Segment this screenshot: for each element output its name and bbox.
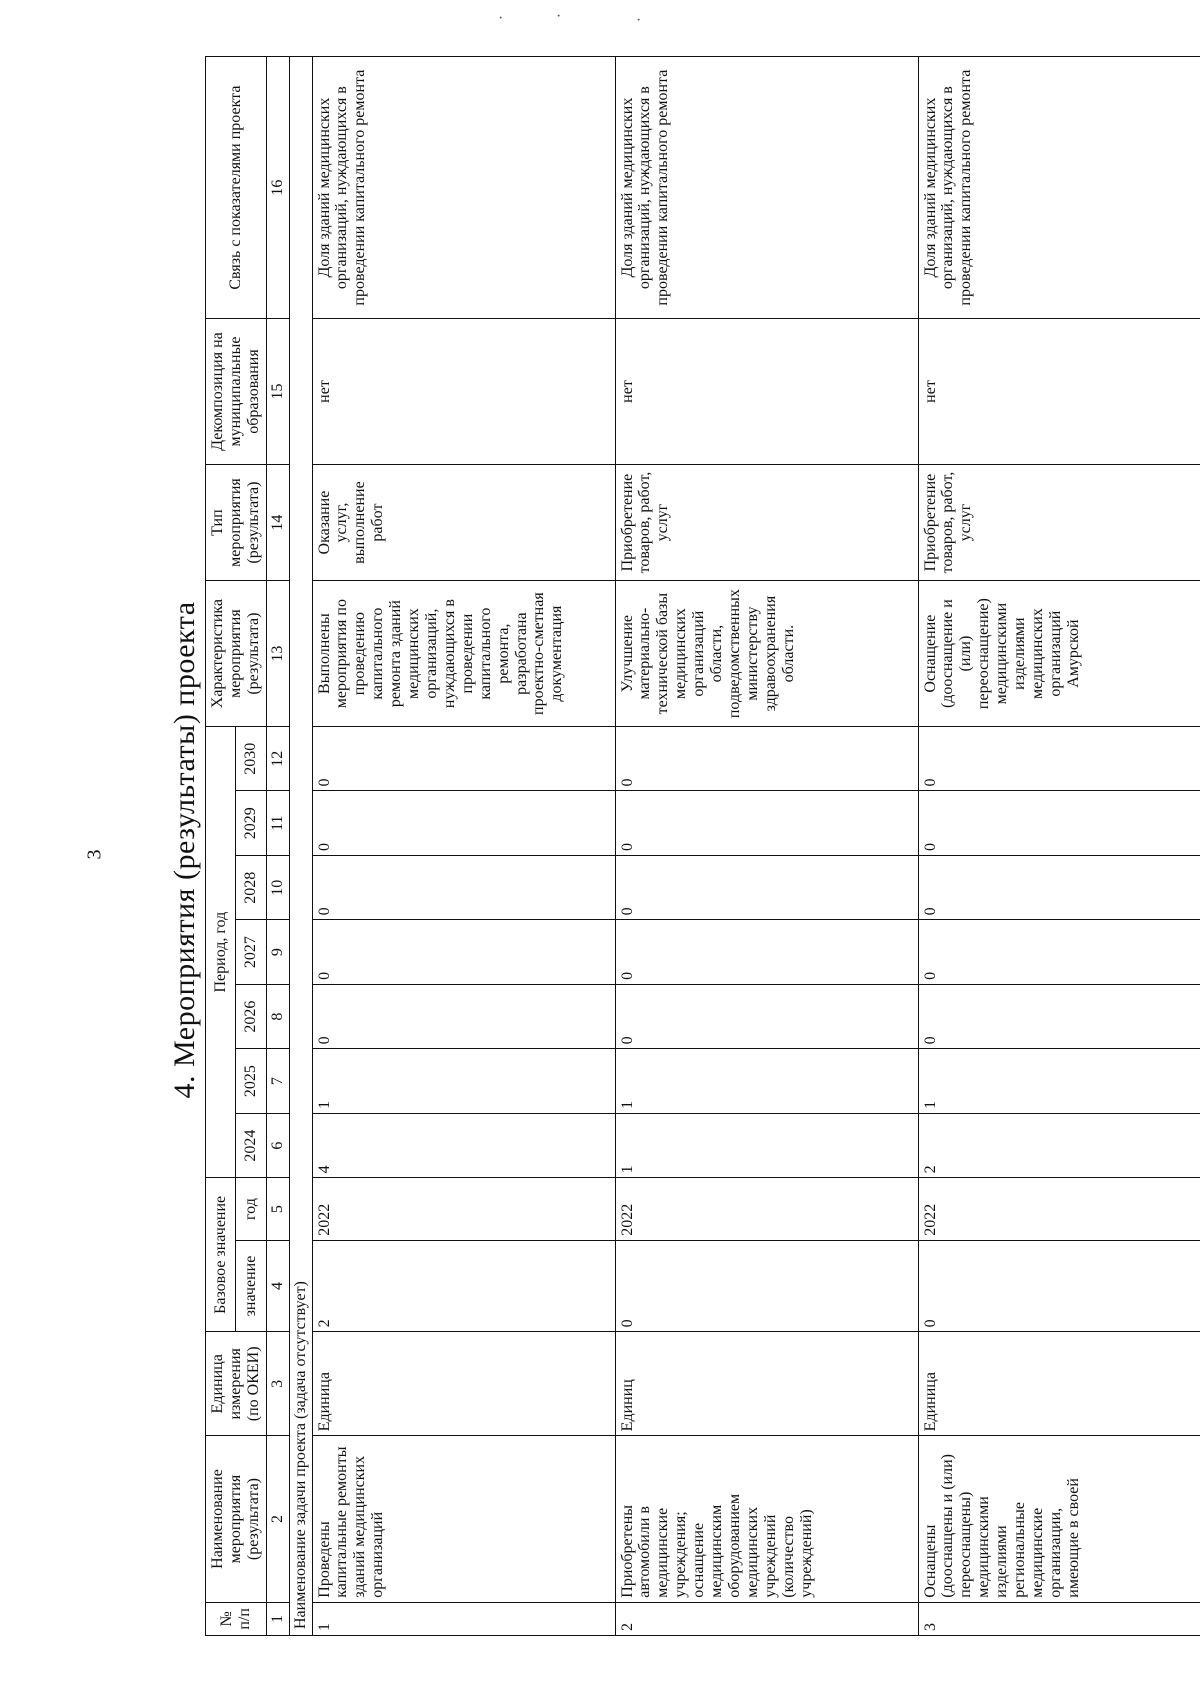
row-unit: Единица — [918, 1332, 1200, 1436]
header-base-value: значение — [236, 1240, 266, 1332]
row-characteristic: Улучшение материально-технической базы медицинских организаций области, подведомственных министерству здравоохранения области. — [615, 581, 918, 727]
row-value-2030: 0 — [918, 726, 1200, 791]
column-number: 9 — [266, 920, 289, 984]
row-value-2030: 0 — [312, 726, 615, 791]
scan-speck: · — [556, 8, 562, 25]
row-value-2026: 0 — [918, 984, 1200, 1048]
column-number: 6 — [266, 1113, 289, 1177]
header-type: Тип мероприятия (результата) — [206, 464, 267, 580]
row-name: Приобретены автомобили в медицинские учреждения; оснащение медицинским оборудованием медицинских учреждений (количество учреждений) — [615, 1436, 918, 1602]
header-year: 2030 — [236, 726, 266, 791]
row-value-2025: 1 — [615, 1049, 918, 1113]
scan-speck: · — [636, 12, 642, 29]
row-value-2024: 2 — [918, 1113, 1200, 1177]
row-unit: Единиц — [615, 1332, 918, 1436]
column-number: 5 — [266, 1178, 289, 1240]
column-number: 10 — [266, 855, 289, 919]
row-characteristic: Выполнены мероприятия по проведению капитального ремонта зданий медицинских организаций, нуждающихся в проведении капитального ремонта, разработана проектно-сметная документация — [312, 581, 615, 727]
row-base-value: 2 — [312, 1240, 615, 1332]
row-value-2025: 1 — [312, 1049, 615, 1113]
row-value-2028: 0 — [312, 855, 615, 919]
row-value-2024: 4 — [312, 1113, 615, 1177]
header-year: 2028 — [236, 855, 266, 919]
column-number: 7 — [266, 1049, 289, 1113]
header-unit: Единица измерения (по ОКЕИ) — [206, 1332, 267, 1436]
task-name: Наименование задачи проекта (задача отсутствует) — [289, 57, 312, 1636]
row-value-2029: 0 — [918, 791, 1200, 855]
table-row — [615, 57, 918, 1636]
row-value-2030: 0 — [615, 726, 918, 791]
column-number: 8 — [266, 984, 289, 1048]
row-base-value: 0 — [918, 1240, 1200, 1332]
column-number-row — [266, 57, 289, 1636]
row-value-2026: 0 — [312, 984, 615, 1048]
header-row — [206, 57, 236, 1636]
row-value-2028: 0 — [918, 855, 1200, 919]
task-row — [289, 57, 312, 1636]
header-period: Период, год — [206, 726, 236, 1177]
row-link: Доля зданий медицинских организаций, нуждающихся в проведении капитального ремонта — [312, 57, 615, 319]
row-base-year: 2022 — [312, 1178, 615, 1240]
page-number: 3 — [83, 849, 106, 860]
column-number: 3 — [266, 1332, 289, 1436]
header-year: 2029 — [236, 791, 266, 855]
column-number: 1 — [266, 1602, 289, 1635]
column-number: 14 — [266, 464, 289, 580]
table-row — [918, 57, 1200, 1636]
row-base-year: 2022 — [918, 1178, 1200, 1240]
header-year: 2025 — [236, 1049, 266, 1113]
header-year: 2026 — [236, 984, 266, 1048]
column-number: 15 — [266, 319, 289, 465]
row-value-2027: 0 — [918, 920, 1200, 984]
row-value-2027: 0 — [615, 920, 918, 984]
row-decomposition: нет — [312, 319, 615, 465]
row-link: Доля зданий медицинских организаций, нуждающихся в проведении капитального ремонта — [615, 57, 918, 319]
header-link: Связь с показателями проекта — [206, 57, 267, 319]
header-name: Наименование мероприятия (результата) — [206, 1436, 267, 1602]
column-number: 13 — [266, 581, 289, 727]
column-number: 16 — [266, 57, 289, 319]
row-decomposition: нет — [918, 319, 1200, 465]
header-year: 2027 — [236, 920, 266, 984]
table-row — [312, 57, 615, 1636]
row-decomposition: нет — [615, 319, 918, 465]
row-name: Оснащены (дооснащены и (или) переоснащены) медицинскими изделиями региональные медицинские организации, имеющие в своей — [918, 1436, 1200, 1602]
row-value-2029: 0 — [615, 791, 918, 855]
header-num: № п/п — [206, 1602, 267, 1635]
column-number: 11 — [266, 791, 289, 855]
header-year: 2024 — [236, 1113, 266, 1177]
row-value-2025: 1 — [918, 1049, 1200, 1113]
row-value-2029: 0 — [312, 791, 615, 855]
column-number: 4 — [266, 1240, 289, 1332]
row-base-value: 0 — [615, 1240, 918, 1332]
row-num: 2 — [615, 1602, 918, 1635]
row-link: Доля зданий медицинских организаций, нуждающихся в проведении капитального ремонта — [918, 57, 1200, 319]
header-decomposition: Декомпозиция на муниципальные образования — [206, 319, 267, 465]
column-number: 2 — [266, 1436, 289, 1602]
row-name: Проведены капитальные ремонты зданий медицинских организаций — [312, 1436, 615, 1602]
header-base-year: год — [236, 1178, 266, 1240]
scan-speck: · — [498, 10, 504, 27]
row-base-year: 2022 — [615, 1178, 918, 1240]
row-type: Приобретение товаров, работ, услуг — [615, 464, 918, 580]
document-title: 4. Мероприятия (результаты) проекта — [168, 601, 201, 1099]
row-num: 1 — [312, 1602, 615, 1635]
header-characteristic: Характеристика мероприятия (результата) — [206, 581, 267, 727]
row-value-2026: 0 — [615, 984, 918, 1048]
row-unit: Единица — [312, 1332, 615, 1436]
row-num: 3 — [918, 1602, 1200, 1635]
column-number: 12 — [266, 726, 289, 791]
row-type: Приобретение товаров, работ, услуг — [918, 464, 1200, 580]
events-table — [205, 56, 1200, 1636]
header-base: Базовое значение — [206, 1178, 236, 1332]
row-characteristic: Оснащение (дооснащение и (или) переоснащение) медицинскими изделиями медицинских организаций Амурской — [918, 581, 1200, 727]
row-value-2024: 1 — [615, 1113, 918, 1177]
row-value-2028: 0 — [615, 855, 918, 919]
row-type: Оказание услуг, выполнение работ — [312, 464, 615, 580]
row-value-2027: 0 — [312, 920, 615, 984]
